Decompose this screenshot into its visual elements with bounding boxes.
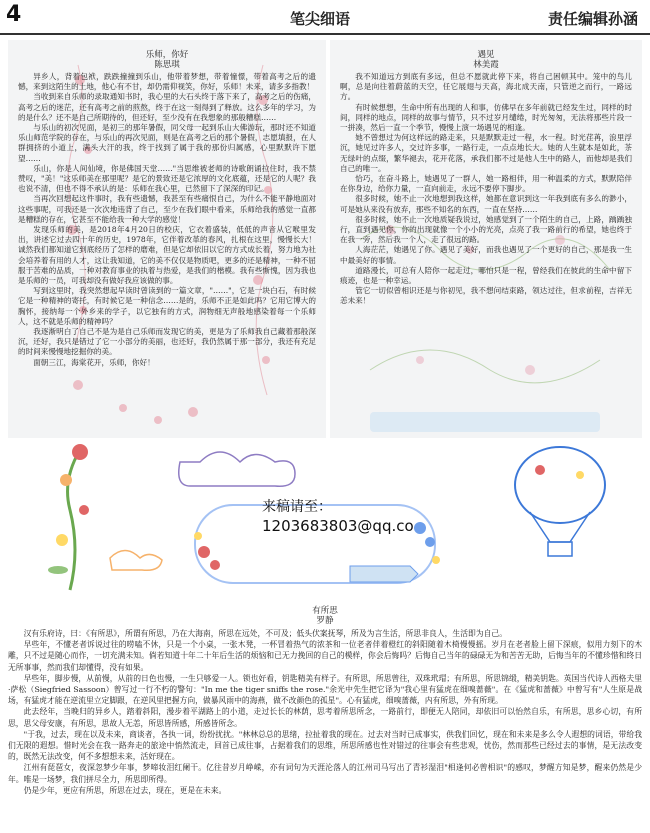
paragraph: 很多时候，她不止一次地想到我这样，她都在意识到这一年我到底有多么的渺小，可是她从来没有放弃，那些不知名的东西，一直在坚持……: [340, 194, 632, 214]
header-rule: [0, 33, 650, 35]
paragraph: 当收到来自乐师的录取通知书时，我心里的大石头终于落下来了，高考之后的伤痛，高考之后的迷茫，还有高考之前的煎熬，终于在这一刻得到了释放。这么多年的学习，为的是什么？还不是自己所期待的，但还好，至少没有在我想象的那般糟糕……: [18, 92, 316, 122]
paragraph: 恰巧，在奋斗路上，她遇见了一群人，她一路相伴，用一种温柔的方式，默默陪伴在你身边，给你力量，一直向前走，永远不要停下脚步。: [340, 174, 632, 194]
paragraph: 有时候想想，生命中所有出现的人和事，仿佛早在多年前就已经发生过，同样的时间，同样的地点，同样的故事与情节，只不过岁月缱绻，时光匆匆，无法将那些片段一一拼凑，然后一直一个季节，慢慢上演一场遇见的相逢。: [340, 102, 632, 133]
editor-credit: 责任编辑孙涵: [547, 10, 638, 28]
page-header: [0, 0, 650, 34]
bottom-article-title: 有所思: [312, 606, 338, 616]
bottom-article-author: 罗静: [316, 616, 334, 626]
paragraph: 人海茫茫，她遇见了你。遇见了美好，而我也遇见了一个更好的自己，那是我一生中最美好的事情。: [340, 245, 632, 265]
submission-email[interactable]: 1203683803@qq.co: [262, 517, 414, 535]
submission-label: 来稿请至：: [262, 499, 332, 515]
paragraph: 她不曾想过为何这样远的路走来，只是默默走过一程，水一程。时光荏苒，浪里浮沉，她见过许多人，交过许多事，一路行走，一点点地长大。她的人生就本是如此，茶无绿叶的点缀，繁华褪去，花开花落，承我们都不过是他人生中的路人，而他却是我们自己的唯一。: [340, 133, 632, 173]
paragraph: 我逐渐明白了自己不是为是自己乐师而发现它的美，更是为了乐师我自己藏着那般深沉，还好，我只是错过了它一小部分的美丽，也还好，我仍然属于那一部分，我还有充足的时间来慢慢地挖掘你的美。: [18, 327, 316, 357]
column-name: 笔尖细语: [290, 10, 351, 28]
right-article-title: 遇见: [477, 50, 495, 60]
left-article-body: [8, 70, 326, 368]
right-article-body: [330, 70, 642, 307]
submission-contact: [262, 498, 414, 536]
paragraph: 发现乐师的美，是2018年4月20日的校庆，它衣着盛装，低低的声音从它喉里发出，讲述它过去四十年的历史，1978年，它伴着改革的春风，扎根在这里，慢慢长大！诚然我们都知道它到底经历了怎样的磨难，但是它却依旧以它的方式成长着，努力地为社会培养着有用的人才，这让我知道，它的美不仅仅是物质吧，更多的还是精神，一种不屈服于苦难的品质，一种对教育事业的执着与热爱，是我们的楷模。我有些惭愧，因为我也是乐师的一员，可我却没有做好我应该做的事。: [18, 225, 316, 286]
paragraph: 仍是少年，更应有所思，所思在过去，现在，更是在未来。: [23, 785, 227, 795]
paragraph: 此去经年，当晚归的异乡人，踏着斜阳，漫步着平湖路上的小道，走过长长的林荫，思考着所思所念，一路前行，即便无人陪同，却依旧可以怡然自乐，有所思，思乡心切，有所思，思父母安康，有所思，思故人无恙，所思皆所感，所感皆所念。: [8, 707, 642, 728]
bottom-article: [0, 600, 650, 833]
bottom-article-body: [0, 626, 650, 796]
paragraph: 早些年，不懂老者诉说过往的唠嗑不休，只是一个小桌，一张木凳，一杯冒着热气的浓茶和一位老者伴着橙红的斜阳随着木椅慢慢摇。岁月在老者脸上留下深痕，似用力刻下的木雕，只不过是随心而作，一切充满未知。倘若知道十年二十年后生活的烦恼和已无力挽回的自己的模样，你会后悔吗？后悔自己当年的碌碌无为和苦苦无助，后悔当年的不懂珍惜和终日无所事事，然而我们却懂得，没有如果。: [8, 640, 642, 672]
page-number: 4: [6, 2, 22, 27]
paragraph: 道路漫长，可总有人陪你一起走过，哪怕只是一程，曾经我们在彼此的生命中留下痕迹，也是一种幸运。: [340, 265, 632, 286]
paragraph: 异乡人，背着包袱，跌跌撞撞到乐山，他带着梦想，带着憧憬，带着高考之后的遗憾，来到这陌生的土地，他心有不甘，却仍需仰视笑，你好，乐师！未来，请多多指教！: [18, 72, 316, 92]
paragraph: 我不知道远方到底有多远，但总不愿就此停下来，将自己困顿其中。笼中的鸟儿啊，总是向往着蔚蓝的天空，任它展翅与天高，海北成天南，只管逆之而行，一路远方。: [340, 72, 632, 102]
paragraph: 江州有琵琶女，夜深忽梦少年事，梦啼妆泪红阑干。亿往昔岁月峥嵘，亦有词句为天涯沦落人的江州司马写出了青衫湿泪"相逢何必曾相识"的感叹，梦醒方知是梦，醒来仍然是少年。唯是一场梦，我们拼尽全力，所思即所得。: [8, 763, 642, 784]
paragraph: 管它一切似曾相识还是与你初见，我不想问结束路，领达过往，但求前程，吉祥无恙未来！: [340, 286, 632, 306]
balloon-icon: [515, 447, 605, 556]
left-article-title: 乐师，你好: [145, 50, 189, 60]
right-article-author: 林美霞: [473, 60, 499, 70]
paragraph: 很多时候，她不止一次地质疑我说过，她感觉到了一个陌生的自己，上路，踽踽独行，直到遇见你，你的出现就像一个小小的光亮，点亮了我一路前行的希望，她也终于在我一旁，然后我一个人，走了很远的路。: [340, 214, 632, 245]
left-article: [8, 40, 326, 438]
right-article: [330, 40, 642, 438]
paragraph: "于我，过去，现在以及未来，商谈者，各执一词，纷纷扰扰。"林林总总的思绪，拉扯着我的现在。过去对当时已成事实，供我们回忆，现在和未来是多么令人遐想的词语，带给我们无限的遐想。惜时光会在我一路奔走的旅途中悄然流走，回首已成往事，占据着我们的思维，所思所感也性对错过的往事会有些悲观，忧伤，然而那些已经过去的事情，是无法改变的，既然无法改变，何不多想想未来，活好现在。: [8, 729, 642, 762]
flower-stem-icon: [48, 444, 89, 590]
left-article-author: 陈思琪: [154, 60, 180, 70]
paragraph: 写到这里时，我突然想起早读时曾读到的一篇文章，"……"，它是一块白石，有时候它是一种精神的寄托，有时候它是一种信念……是的，乐师不正是如此吗？它用它博大的胸怀，接纳每一个外乡来的学子，以它独有的方式，润物细无声般地感染着每一个乐师人，这不就是乐师的精神吗？: [18, 286, 316, 326]
paragraph: 早些年，脚步慢，从前慢，从前的日色也慢，一生只够爱一人。锁也好看，钥匙精美有样子。有所思，所思曾往，双珠玳瑁；有所思，所思锦缎，精美钥匙。英国当代诗人西格夫里·萨松（Siegfried Sassoon）曾写过一行不朽的警句："In me the tiger sniffs the rose."余光中先生把它译为"我心里有猛虎在细嗅蔷薇"。在《猛虎和蔷薇》中曾写有"人生原是战场，有猛虎才能在逆流里立定脚跟，在逆风里把握方向，做暴风雨中的海燕，做不改颜色的孤星"。心有猛虎，细嗅蔷薇，内有所思，外有所现。: [8, 673, 642, 706]
paragraph: 面朝三江，海棠花开，乐师，你好！: [33, 357, 155, 367]
paragraph: 汉有乐府诗，曰：《有所思》，所谓有所思，乃在大海南，所思在远处，不可及；低头伏案抚琴，所及为言生活，所思非良人，生活即为自己。: [23, 629, 507, 638]
paragraph: 与乐山的初次见面，是初三的那年暑假，同父母一起到乐山大佛游玩，那时还不知道乐山师范学院的存在，与乐山的再次见面，则是在高考之后的那个暑假，志愿填报，在人群拥挤的小道上，满头大汗的我，终于找到了属于我的那份归属感，心里默默许下愿望……: [18, 123, 316, 163]
paragraph: 乐山，你是人间仙境，你是佛国天堂……"当思维被老师的诗歌朗诵拉住时，我不禁赞叹，"美！"这乐师美在那里呢？是它的景致还是它浓厚的文化底蕴，还是它的人呢？我也说不清，但也不得不承认的是：乐师在我心里，已然留下了深深的印记。: [18, 163, 316, 194]
paragraph: 当再次回想起这件事时，我有些遗憾，我甚至有些痛恨自己，为什么不能平静地面对这些事呢，可我还是一次次地违背了自己，至少在我们眼中看来，乐师给我的感觉一直都是糟糕的存在，它甚至不能给我一种大学的感觉！: [18, 194, 316, 224]
